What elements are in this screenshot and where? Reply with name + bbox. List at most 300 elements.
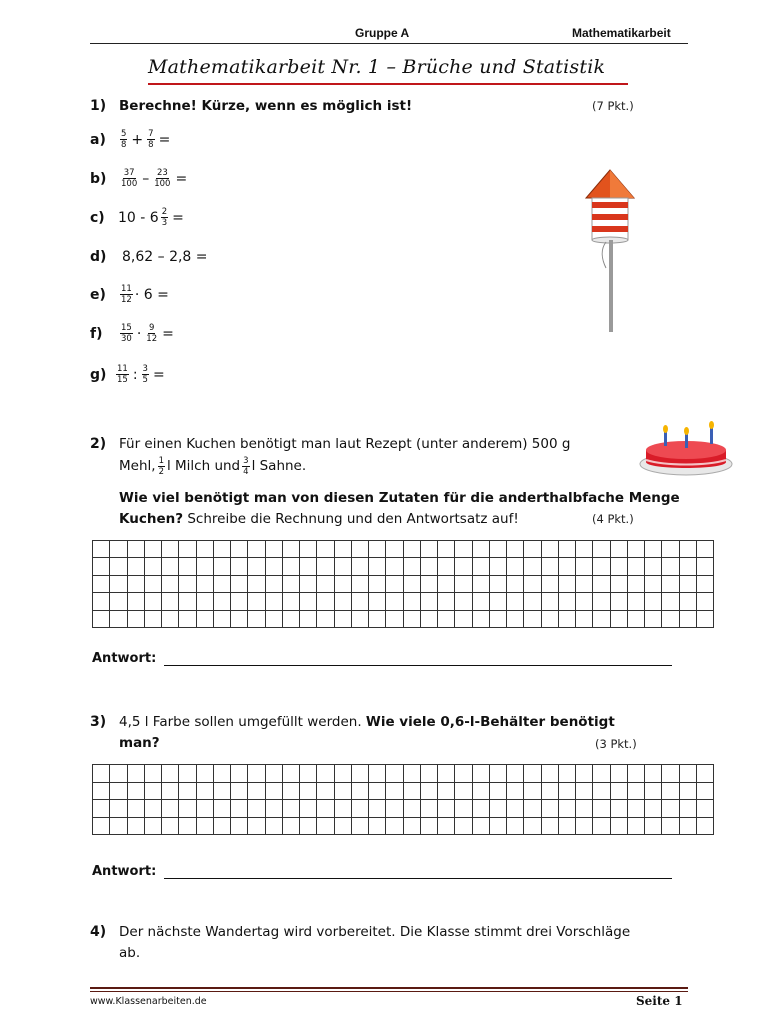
grid-cell [317,576,334,593]
grid-cell [473,818,490,836]
grid-cell [248,541,265,558]
fraction: $\frac{2}{3}$ [161,207,168,228]
grid-cell [145,765,162,783]
grid-cell [507,593,524,610]
grid-cell [214,593,231,610]
grid-cell [524,818,541,836]
grid-cell [386,800,403,818]
grid-cell [455,611,472,628]
grid-cell [662,800,679,818]
grid-cell [559,783,576,801]
grid-cell [593,611,610,628]
grid-cell [369,611,386,628]
answer-line-q3[interactable] [164,867,672,879]
grid-cell [455,558,472,575]
grid-cell [628,611,645,628]
grid-cell [335,611,352,628]
grid-cell [628,541,645,558]
grid-cell [300,783,317,801]
grid-cell [128,783,145,801]
grid-cell [386,765,403,783]
grid-cell [576,611,593,628]
grid-cell [162,783,179,801]
grid-cell [680,593,697,610]
task-f: f) $\frac{15}{30}$ · $\frac{9}{12}$ = [90,323,174,344]
grid-cell [524,593,541,610]
q2-line1: Für einen Kuchen benötigt man laut Rezept (unter anderem) 500 g [119,436,571,452]
grid-cell [593,576,610,593]
grid-cell [438,576,455,593]
grid-cell [542,783,559,801]
grid-cell [128,800,145,818]
grid-cell [697,611,714,628]
grid-cell [438,765,455,783]
grid-cell [542,593,559,610]
q4-line1: Der nächste Wandertag wird vorbereitet. Die Klasse stimmt drei Vorschläge [119,924,631,940]
grid-cell [421,818,438,836]
title-underline [148,83,628,85]
grid-cell [128,611,145,628]
grid-cell [300,593,317,610]
page-number: Seite 1 [636,994,683,1008]
grid-cell [421,541,438,558]
grid-cell [645,800,662,818]
task-e-label: e) [90,286,106,303]
task-d-label: d) [90,249,107,265]
grid-cell [680,800,697,818]
grid-cell [697,558,714,575]
grid-cell [645,818,662,836]
grid-cell [300,611,317,628]
grid-cell [369,818,386,836]
grid-cell [473,576,490,593]
q2-question-line1: Wie viel benötigt man von diesen Zutaten für die anderthalbfache Menge [119,490,680,506]
grid-cell [507,541,524,558]
grid-cell [697,765,714,783]
header-group: Gruppe A [355,26,410,40]
grid-cell [386,611,403,628]
grid-cell [680,765,697,783]
grid-cell [628,558,645,575]
grid-cell [248,611,265,628]
grid-cell [576,541,593,558]
grid-cell [93,611,110,628]
grid-cell [352,611,369,628]
grid-cell [524,558,541,575]
grid-cell [197,576,214,593]
grid-cell [490,558,507,575]
grid-cell [404,765,421,783]
grid-cell [662,558,679,575]
grid-cell [680,558,697,575]
grid-cell [145,818,162,836]
task-g: g) $\frac{11}{15}$ : $\frac{3}{5}$ = [90,364,165,385]
grid-cell [611,576,628,593]
grid-cell [197,800,214,818]
grid-cell [93,783,110,801]
grid-cell [317,818,334,836]
grid-cell [438,558,455,575]
grid-cell [231,800,248,818]
grid-cell [110,765,127,783]
grid-cell [524,765,541,783]
grid-cell [593,818,610,836]
grid-cell [404,576,421,593]
grid-cell [128,765,145,783]
grid-cell [611,558,628,575]
grid-cell [110,783,127,801]
grid-cell [214,818,231,836]
grid-cell [611,800,628,818]
grid-cell [524,576,541,593]
grid-cell [248,818,265,836]
grid-cell [369,783,386,801]
grid-cell [179,558,196,575]
grid-cell [559,818,576,836]
q4-number: 4) [90,924,107,940]
q2-question-line2: Kuchen? Schreibe die Rechnung und den Antwortsatz auf! [119,511,519,527]
grid-cell [248,593,265,610]
grid-cell [231,783,248,801]
fraction: $\frac{3}{4}$ [243,456,249,477]
grid-cell [335,558,352,575]
fraction: $\frac{37}{100}$ [121,168,138,189]
grid-cell [490,783,507,801]
grid-cell [369,576,386,593]
grid-cell [611,541,628,558]
grid-cell [266,541,283,558]
grid-cell [645,576,662,593]
grid-cell [145,611,162,628]
grid-cell [559,800,576,818]
grid-cell [438,611,455,628]
task-c: c) 10 - 6 $\frac{2}{3}$ = [90,207,184,228]
grid-cell [179,541,196,558]
grid-cell [404,541,421,558]
grid-cell [628,765,645,783]
grid-cell [593,558,610,575]
grid-cell [335,541,352,558]
answer-q3 [92,864,672,879]
fraction: $\frac{15}{30}$ [121,323,132,344]
fraction: $\frac{5}{8}$ [121,129,127,150]
grid-cell [697,800,714,818]
grid-cell [438,541,455,558]
grid-cell [110,818,127,836]
grid-cell [110,593,127,610]
q1-points: (7 Pkt.) [592,99,634,113]
grid-cell [611,818,628,836]
grid-cell [283,765,300,783]
grid-cell [662,541,679,558]
grid-cell [266,783,283,801]
grid-cell [490,593,507,610]
grid-cell [628,783,645,801]
grid-cell [697,576,714,593]
grid-cell [197,558,214,575]
fraction: $\frac{23}{100}$ [154,168,171,189]
grid-cell [559,541,576,558]
grid-cell [214,558,231,575]
grid-cell [93,558,110,575]
grid-cell [317,800,334,818]
grid-cell [697,818,714,836]
grid-cell [386,818,403,836]
grid-cell [283,541,300,558]
grid-cell [162,558,179,575]
grid-cell [369,558,386,575]
grid-cell [283,783,300,801]
grid-cell [507,765,524,783]
grid-cell [231,818,248,836]
grid-cell [300,558,317,575]
fraction: $\frac{1}{2}$ [158,456,164,477]
fraction: $\frac{11}{15}$ [117,364,128,385]
grid-cell [352,541,369,558]
grid-cell [352,558,369,575]
grid-cell [455,818,472,836]
grid-cell [128,818,145,836]
grid-cell [628,800,645,818]
grid-cell [490,541,507,558]
grid-cell [317,593,334,610]
grid-cell [404,558,421,575]
grid-cell [421,800,438,818]
grid-cell [93,818,110,836]
grid-cell [352,593,369,610]
grid-cell [179,576,196,593]
writing-grid-q2[interactable] [92,540,714,628]
grid-cell [611,611,628,628]
grid-cell [386,541,403,558]
footer-divider-thin [90,991,688,992]
grid-cell [404,783,421,801]
grid-cell [490,800,507,818]
grid-cell [248,783,265,801]
grid-cell [179,783,196,801]
grid-cell [576,558,593,575]
writing-grid-q3[interactable] [92,764,714,835]
grid-cell [473,558,490,575]
grid-cell [559,611,576,628]
grid-cell [438,593,455,610]
grid-cell [248,800,265,818]
grid-cell [438,800,455,818]
grid-cell [507,576,524,593]
grid-cell [266,818,283,836]
answer-q2 [92,651,672,666]
grid-cell [352,576,369,593]
grid-cell [645,593,662,610]
grid-cell [455,800,472,818]
grid-cell [542,576,559,593]
grid-cell [455,541,472,558]
grid-cell [404,818,421,836]
grid-cell [490,765,507,783]
grid-cell [628,576,645,593]
grid-cell [162,593,179,610]
grid-cell [300,800,317,818]
grid-cell [680,611,697,628]
task-c-label: c) [90,209,105,226]
grid-cell [266,611,283,628]
q2-points: (4 Pkt.) [592,512,634,526]
grid-cell [421,611,438,628]
grid-cell [507,558,524,575]
grid-cell [421,593,438,610]
grid-cell [421,576,438,593]
grid-cell [283,800,300,818]
grid-cell [162,541,179,558]
grid-cell [317,765,334,783]
grid-cell [645,783,662,801]
grid-cell [369,800,386,818]
grid-cell [524,800,541,818]
answer-line-q2[interactable] [164,654,672,666]
footer-divider [90,987,688,989]
grid-cell [386,783,403,801]
grid-cell [542,611,559,628]
grid-cell [145,576,162,593]
task-b: b) $\frac{37}{100}$ – $\frac{23}{100}$ = [90,168,188,189]
grid-cell [248,765,265,783]
grid-cell [283,558,300,575]
grid-cell [283,818,300,836]
grid-cell [628,593,645,610]
header-subject: Mathematikarbeit [572,26,671,40]
grid-cell [542,818,559,836]
grid-cell [300,576,317,593]
task-d: d) 8,62 – 2,8 = [90,249,208,265]
q2-number: 2) [90,436,107,452]
grid-cell [386,558,403,575]
grid-cell [266,593,283,610]
grid-cell [455,593,472,610]
grid-cell [110,576,127,593]
grid-cell [473,765,490,783]
grid-cell [128,576,145,593]
grid-cell [559,576,576,593]
grid-cell [128,558,145,575]
grid-cell [248,558,265,575]
grid-cell [179,611,196,628]
grid-cell [335,783,352,801]
grid-cell [369,765,386,783]
grid-cell [283,593,300,610]
q3-line1: 4,5 l Farbe sollen umgefüllt werden. Wie viele 0,6-l-Behälter benötigt [119,714,615,730]
grid-cell [300,765,317,783]
grid-cell [645,765,662,783]
grid-cell [335,800,352,818]
page-title: Mathematikarbeit Nr. 1 – Brüche und Statistik [148,56,606,78]
grid-cell [197,765,214,783]
grid-cell [507,800,524,818]
grid-cell [490,576,507,593]
grid-cell [662,593,679,610]
grid-cell [145,593,162,610]
grid-cell [593,783,610,801]
grid-cell [352,765,369,783]
grid-cell [697,783,714,801]
grid-cell [611,765,628,783]
grid-cell [162,765,179,783]
grid-cell [697,541,714,558]
grid-cell [404,611,421,628]
grid-cell [507,611,524,628]
grid-cell [231,576,248,593]
grid-cell [576,818,593,836]
grid-cell [214,783,231,801]
grid-cell [542,541,559,558]
grid-cell [317,611,334,628]
q4-line2: ab. [119,945,141,961]
answer-label: Antwort: [92,864,157,879]
grid-cell [335,765,352,783]
grid-cell [300,818,317,836]
grid-cell [662,611,679,628]
grid-cell [542,800,559,818]
grid-cell [542,765,559,783]
grid-cell [110,541,127,558]
grid-cell [93,576,110,593]
grid-cell [145,541,162,558]
grid-cell [145,558,162,575]
grid-cell [576,783,593,801]
grid-cell [283,611,300,628]
grid-cell [645,558,662,575]
grid-cell [162,818,179,836]
grid-cell [300,541,317,558]
grid-cell [179,765,196,783]
grid-cell [421,765,438,783]
task-g-label: g) [90,366,107,383]
grid-cell [507,783,524,801]
grid-cell [455,783,472,801]
grid-cell [559,593,576,610]
grid-cell [593,593,610,610]
grid-cell [335,593,352,610]
fraction: $\frac{11}{12}$ [121,284,132,305]
fraction: $\frac{3}{5}$ [142,364,148,385]
grid-cell [386,593,403,610]
grid-cell [645,611,662,628]
grid-cell [162,611,179,628]
grid-cell [93,765,110,783]
grid-cell [162,800,179,818]
grid-cell [576,593,593,610]
fraction: $\frac{9}{12}$ [146,323,158,344]
grid-cell [628,818,645,836]
firework-rocket-icon [580,168,640,334]
grid-cell [335,576,352,593]
grid-cell [231,558,248,575]
q1-instruction: Berechne! Kürze, wenn es möglich ist! [119,98,413,114]
grid-cell [421,558,438,575]
grid-cell [490,818,507,836]
task-a: a) $\frac{5}{8}$ + $\frac{7}{8}$ = [90,129,171,150]
grid-cell [110,558,127,575]
grid-cell [266,558,283,575]
grid-cell [214,576,231,593]
fraction: $\frac{7}{8}$ [148,129,154,150]
grid-cell [317,541,334,558]
grid-cell [197,611,214,628]
grid-cell [93,800,110,818]
grid-cell [369,541,386,558]
grid-cell [110,611,127,628]
grid-cell [524,541,541,558]
grid-cell [680,783,697,801]
